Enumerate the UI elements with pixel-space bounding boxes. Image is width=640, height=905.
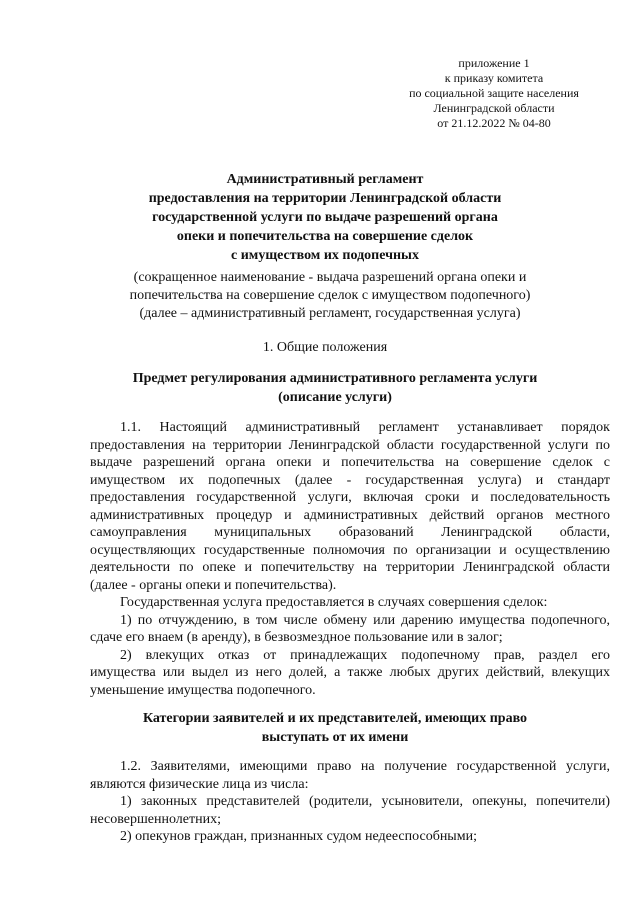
subsection-heading [60, 709, 610, 747]
title-line: опеки и попечительства на совершение сделок [176, 229, 474, 244]
section-heading: 1. Общие положения [262, 340, 388, 355]
text-line: несовершеннолетних; [90, 811, 221, 827]
text-line: имущества или выдел из него долей, а также любых других действий, влекущих [90, 665, 610, 680]
appendix-line: приложение 1 [458, 56, 530, 70]
text-line: являются физические лица из числа: [90, 776, 309, 792]
appendix-line: к приказу комитета [444, 71, 544, 85]
text-line: сдаче его внаем (в аренду), в безвозмездное пользование или в залог; [90, 630, 503, 645]
appendix-line: Ленинградской области [433, 101, 555, 115]
text-line: 2) влекущих отказ от принадлежащих подопечному прав, раздел его [120, 647, 610, 663]
paragraph-1-1 [90, 419, 610, 699]
subsection-line: (описание услуги) [278, 390, 392, 405]
short-name-block [80, 269, 580, 323]
title-line: предоставления на территории Ленинградской области [148, 191, 502, 206]
text-line: 1.1. Настоящий административный регламент устанавливает порядок [120, 420, 610, 435]
short-name-line: (далее – административный регламент, государственная услуга) [139, 306, 521, 321]
text-line: деятельности по опеке и попечительству на территории Ленинградской области [90, 560, 610, 575]
subsection-heading [60, 369, 610, 407]
text-line: предоставления государственной услуги, включая сроки и последовательность [90, 490, 610, 505]
appendix-line: от 21.12.2022 № 04-80 [437, 116, 551, 130]
text-line: Государственная услуга предоставляется в случаях совершения сделок: [120, 595, 548, 610]
short-name-line: (сокращенное наименование - выдача разрешений органа опеки и [133, 270, 527, 285]
text-line: 2) опекунов граждан, признанных судом недееспособными; [120, 829, 477, 844]
title-line: Административный регламент [226, 172, 424, 187]
text-line: осуществляющих государственные полномочия по организации и осуществлению [90, 542, 610, 558]
text-line: 1.2. Заявителями, имеющими право на получение государственной услуги, [120, 759, 610, 774]
text-line: 1) законных представителей (родители, усыновители, опекуны, попечители) [120, 794, 610, 809]
appendix-line: по социальной защите населения [409, 86, 579, 100]
subsection-line: выступать от их имени [261, 730, 409, 745]
title-line: государственной услуги по выдаче разрешений органа [152, 210, 498, 225]
text-line: (далее - органы опеки и попечительства). [90, 577, 337, 593]
subsection-line: Предмет регулирования административного регламента услуги [132, 371, 538, 386]
short-name-line: попечительства на совершение сделок с имуществом подопечного) [129, 288, 531, 303]
text-line: предоставления на территории Ленинградской области государственной услуги по [90, 437, 610, 453]
text-line: самоуправления муниципальных образований Ленинградской области, [90, 525, 610, 540]
text-line: уменьшение имущества подопечного. [90, 682, 316, 698]
subsection-line: Категории заявителей и их представителей, имеющих право [142, 711, 528, 726]
document-title [60, 170, 590, 265]
text-line: имуществом их подопечных (далее - государственная услуга) и стандарт [90, 472, 610, 488]
text-line: 1) по отчуждению, в том числе обмену или дарению имущества подопечного, [120, 612, 610, 628]
title-line: с имуществом их подопечных [231, 248, 419, 263]
appendix-header [384, 56, 604, 131]
text-line: выдаче разрешений органа опеки и попечительства на совершение сделок с [90, 455, 610, 470]
paragraph-1-2 [90, 758, 610, 846]
text-line: административных процедур и административных действий органов местного [90, 507, 610, 523]
